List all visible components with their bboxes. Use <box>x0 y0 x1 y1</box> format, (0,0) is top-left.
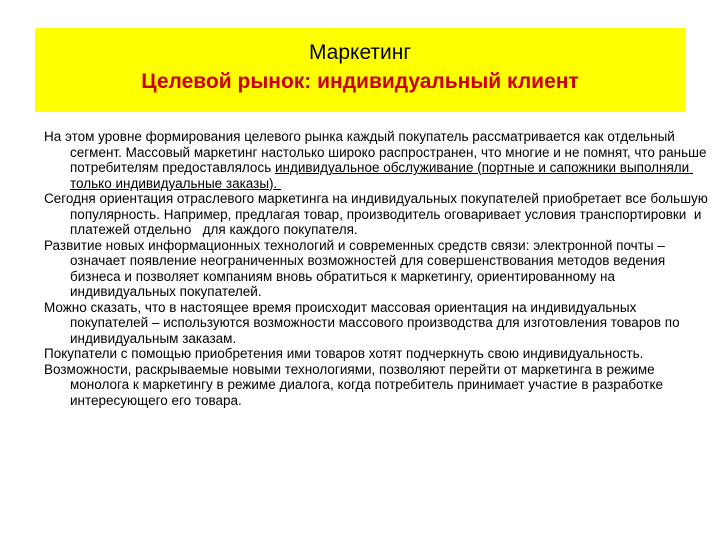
paragraph-1-underlined-text: индивидуальное обслуживание (портные и сапожники выполняли только индивидуальные заказы). <box>70 160 693 191</box>
paragraph-1-text: На этом уровне формирования целевого рынка каждый покупатель рассматривается как отдельный сегмент. Массовый маркетинг настолько широко распространен, что многие и не помнят, что раньше потребителям предоставлялось <box>44 129 711 175</box>
paragraph-5-text: Покупатели с помощью приобретения ими товаров хотят подчеркнуть свою индивидуальность. <box>44 346 644 361</box>
slide-body <box>44 129 710 408</box>
paragraph-6 <box>44 362 710 409</box>
paragraph-2 <box>44 191 710 238</box>
paragraph-3 <box>44 238 710 300</box>
paragraph-1 <box>44 129 710 191</box>
paragraph-6-text: Возможности, раскрываемые новыми технологиями, позволяют перейти от маркетинга в режиме монолога к маркетингу в режиме диалога, когда потребитель принимает участие в разработке интересующего его товара. <box>44 361 667 408</box>
paragraph-4 <box>44 300 710 347</box>
slide-subtitle: Целевой рынок: индивидуальный клиент <box>141 70 579 93</box>
paragraph-2-text: Сегодня ориентация отраслевого маркетинга на индивидуальных покупателей приобретает все большую популярность. Например, предлагая товар, производитель оговаривает условия транспортировки и платежей отдельно для каждого покупателя. <box>44 191 712 237</box>
paragraph-5 <box>44 346 710 362</box>
slide-title: Маркетинг <box>308 41 412 64</box>
paragraph-3-text: Развитие новых информационных технологий и современных средств связи: электронной почты – означает появление неограниченных возможностей для совершенствования методов ведения бизнеса и позволяет компаниям вновь обратиться к маркетингу, ориентированному на индивидуальных покупателей. <box>44 237 669 299</box>
title-banner <box>35 28 685 112</box>
paragraph-4-text: Можно сказать, что в настоящее время происходит массовая ориентация на индивидуальных покупателей – используются возможности массового производства для изготовления товаров по индивидуальным заказам. <box>44 299 688 346</box>
